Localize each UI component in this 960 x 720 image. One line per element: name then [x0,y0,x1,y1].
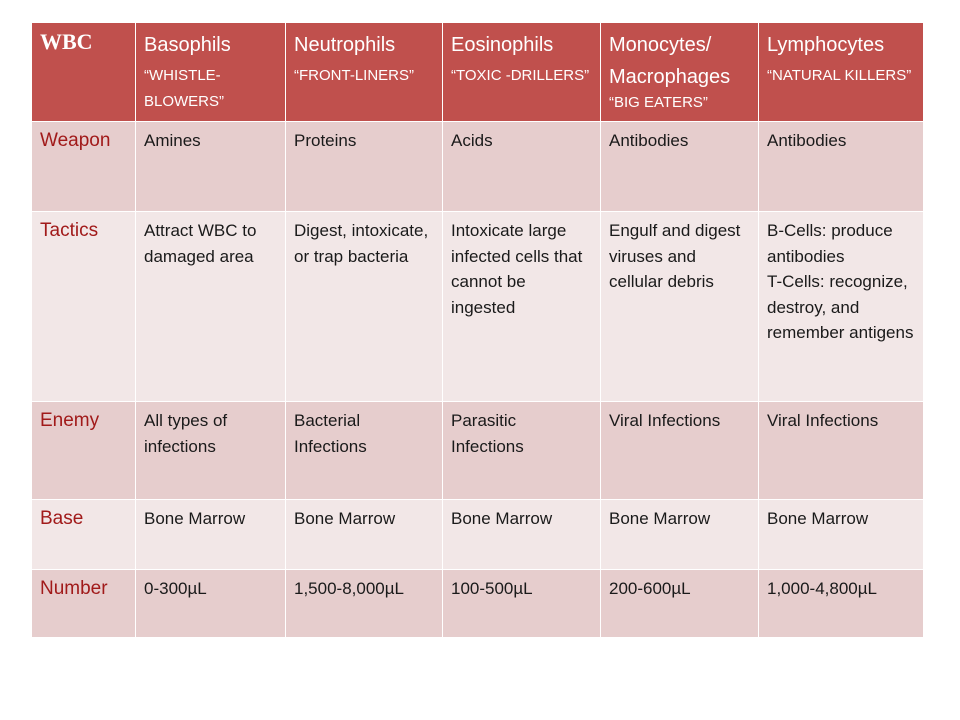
table-cell: Viral Infections [759,402,924,500]
header-nickname: “BIG EATERS” [609,94,708,111]
table-cell: 200-600µL [601,570,759,638]
table-cell: 0-300µL [136,570,286,638]
table-cell: Antibodies [601,122,759,212]
row-label-tactics: Tactics [32,212,136,402]
row-label-enemy: Enemy [32,402,136,500]
header-name-line2: Macrophages [609,66,731,88]
table-cell: Proteins [286,122,443,212]
header-neutrophils [286,23,443,122]
header-corner [32,23,136,122]
row-number [32,570,924,638]
row-label-number: Number [32,570,136,638]
table-cell: 1,000-4,800µL [759,570,924,638]
header-name: Monocytes/ [609,34,712,56]
table-cell: Bone Marrow [443,500,601,570]
table-cell: Bone Marrow [286,500,443,570]
row-label-base: Base [32,500,136,570]
table-cell: All types of infections [136,402,286,500]
table-cell: Parasitic Infections [443,402,601,500]
table-cell [759,212,924,402]
table-cell: 1,500-8,000µL [286,570,443,638]
table-cell: Bacterial Infections [286,402,443,500]
header-row [32,23,924,122]
tactics-bcells: B-Cells: produce antibodies [767,221,893,266]
header-eosinophils [443,23,601,122]
header-lymphocytes [759,23,924,122]
table-cell: Bone Marrow [601,500,759,570]
table-cell: Acids [443,122,601,212]
table-cell: Viral Infections [601,402,759,500]
header-nickname: “NATURAL KILLERS” [767,67,912,84]
header-basophils [136,23,286,122]
table-cell: Attract WBC to damaged area [136,212,286,402]
row-enemy [32,402,924,500]
table-cell: Intoxicate large infected cells that cannot be ingested [443,212,601,402]
header-nickname: “TOXIC -DRILLERS” [451,67,590,84]
header-corner-label: WBC [40,29,93,54]
header-nickname: “WHISTLE-BLOWERS” [144,67,225,110]
header-name: Neutrophils [294,34,396,56]
row-label-weapon: Weapon [32,122,136,212]
table-cell: Bone Marrow [759,500,924,570]
table-cell: Bone Marrow [136,500,286,570]
header-nickname: “FRONT-LINERS” [294,67,414,84]
header-name: Lymphocytes [767,34,885,56]
header-name: Basophils [144,34,231,56]
header-monocytes [601,23,759,122]
table-cell: Amines [136,122,286,212]
tactics-tcells: T-Cells: recognize, destroy, and remember antigens [767,272,914,342]
table-cell: Digest, intoxicate, or trap bacteria [286,212,443,402]
row-base [32,500,924,570]
header-name: Eosinophils [451,34,554,56]
row-tactics [32,212,924,402]
table-cell: 100-500µL [443,570,601,638]
row-weapon [32,122,924,212]
wbc-table [31,22,924,638]
table-cell: Antibodies [759,122,924,212]
table-cell: Engulf and digest viruses and cellular debris [601,212,759,402]
